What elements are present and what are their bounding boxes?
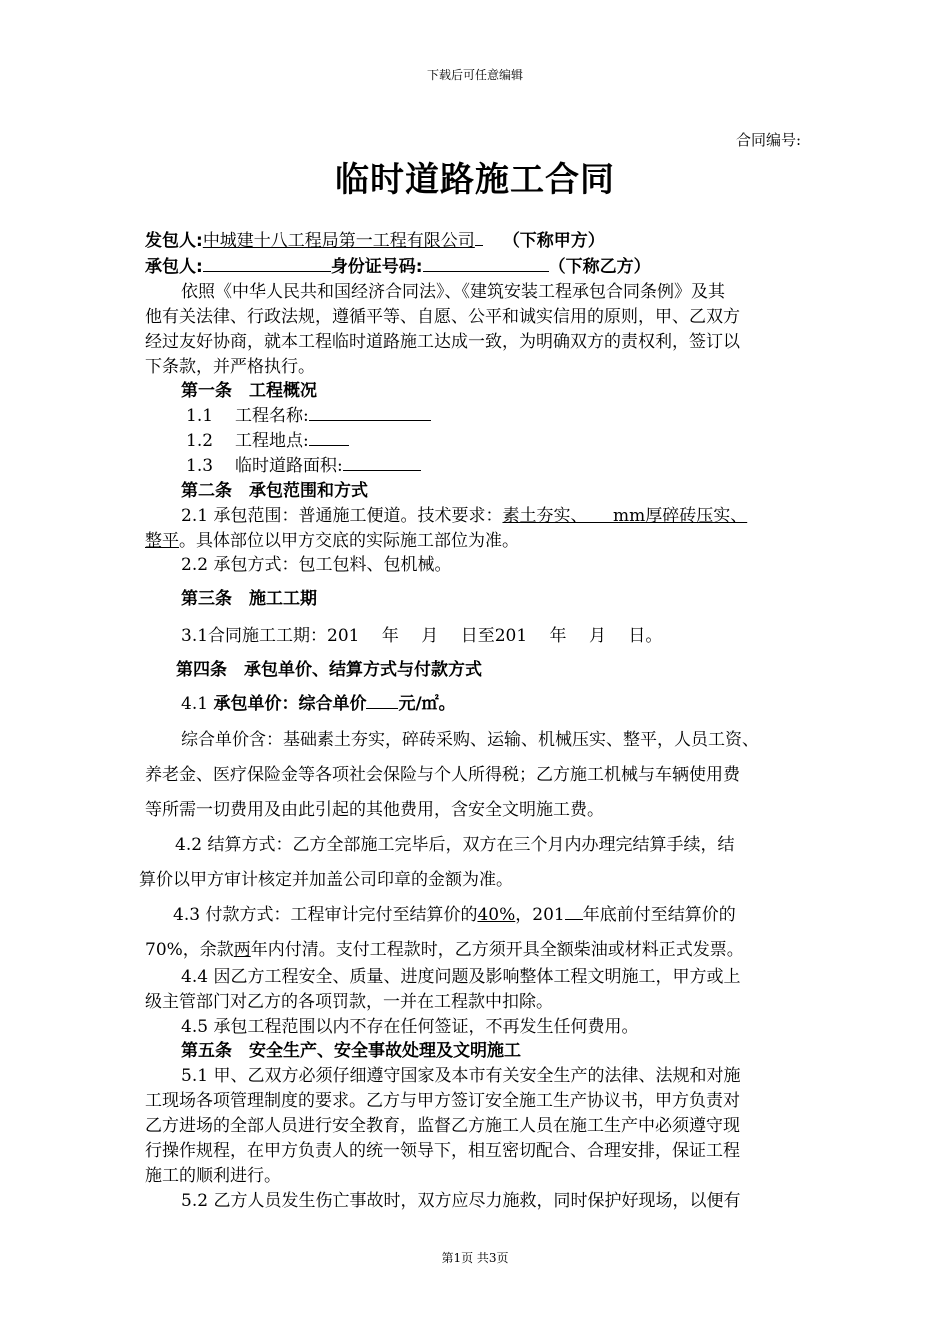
price-includes-line-1: 综合单价含：基础素土夯实，碎砖采购、运输、机械压实、整平，人员工资、 <box>181 730 759 750</box>
clause-2-2: 2.2 承包方式：包工包料、包机械。 <box>181 555 452 575</box>
party-b-name-blank <box>203 253 331 272</box>
party-a-suffix: （下称甲方） <box>502 231 605 251</box>
clause-4-2-line-2: 算价以甲方审计核定并加盖公司印章的金额为准。 <box>139 870 513 890</box>
item-1-2-label: 工程地点: <box>235 431 309 451</box>
party-a-line <box>145 226 605 251</box>
article-3-title: 第三条 施工工期 <box>181 589 317 609</box>
price-includes-line-2: 养老金、医疗保险金等各项社会保险与个人所得税；乙方施工机械与车辆使用费 <box>145 765 740 785</box>
clause-4-3-text: 4.3 付款方式：工程审计完付至结算价的 <box>173 905 478 925</box>
page-header: 下载后可任意编辑 <box>426 68 523 82</box>
unit-price-blank <box>366 690 398 709</box>
article-1-title: 第一条 工程概况 <box>181 381 317 401</box>
item-1-2-number: 1.2 <box>186 431 214 451</box>
clause-4-3-line-1 <box>173 900 736 925</box>
clause-3-1: 3.1合同施工工期：201 年 月 日至201 年 月 日。 <box>181 626 663 646</box>
project-location-blank <box>309 427 349 446</box>
item-1-3-number: 1.3 <box>186 456 214 476</box>
intro-line-3: 经过友好协商，就本工程临时道路施工达成一致，为明确双方的责权利，签订以 <box>145 332 740 352</box>
clause-4-3-l2-a: 70%，余款 <box>145 940 234 960</box>
clause-4-3-year: ，201 <box>515 905 565 925</box>
clause-4-4-line-2: 级主管部门对乙方的各项罚款，一并在工程款中扣除。 <box>145 992 553 1012</box>
intro-line-1: 依照《中华人民共和国经济合同法》、《建筑安装工程承包合同条例》及其 <box>181 282 725 302</box>
clause-4-1-number: 4.1 <box>181 694 214 714</box>
party-a-name: 中城建十八工程局第一工程有限公司 <box>202 231 475 251</box>
item-1-3 <box>186 451 421 476</box>
item-1-1 <box>186 401 431 426</box>
contract-number-label: 合同编号: <box>736 131 802 149</box>
item-1-3-label: 临时道路面积: <box>235 456 343 476</box>
clause-4-4-line-1: 4.4 因乙方工程安全、质量、进度问题及影响整体工程文明施工，甲方或上 <box>181 967 741 987</box>
article-2-title: 第二条 承包范围和方式 <box>181 481 368 501</box>
clause-5-1-line-4: 行操作规程，在甲方负责人的统一领导下，相互密切配合、合理安排，保证工程 <box>145 1141 740 1161</box>
project-name-blank <box>309 402 431 421</box>
clause-5-2-line-1: 5.2 乙方人员发生伤亡事故时，双方应尽力施救，同时保护好现场，以便有 <box>181 1191 741 1211</box>
clause-2-1-text: 2.1 承包范围：普通施工便道。技术要求： <box>181 506 503 526</box>
item-1-1-label: 工程名称: <box>235 406 309 426</box>
clause-5-1-line-3: 乙方进场的全部人员进行安全教育，监督乙方施工人员在施工生产中必须遵守现 <box>145 1116 740 1136</box>
technical-requirement-cont: 整平 <box>145 531 179 551</box>
party-b-label: 承包人: <box>145 257 203 277</box>
clause-4-5: 4.5 承包工程范围以内不存在任何签证，不再发生任何费用。 <box>181 1017 639 1037</box>
unit-price-label: 承包单价：综合单价 <box>213 694 367 714</box>
clause-2-1-line-2 <box>145 526 519 551</box>
article-4-title: 第四条 承包单价、结算方式与付款方式 <box>176 660 482 680</box>
item-1-1-number: 1.1 <box>186 406 214 426</box>
party-b-suffix: （下称乙方） <box>548 257 651 277</box>
clause-2-1-line-1 <box>181 501 747 526</box>
party-b-id-blank <box>423 253 549 272</box>
party-b-id-label: 身份证号码: <box>330 257 423 277</box>
clause-4-2-line-1: 4.2 结算方式：乙方全部施工完毕后，双方在三个月内办理完结算手续，结 <box>175 835 735 855</box>
item-1-2 <box>186 426 349 451</box>
intro-line-4: 下条款，并严格执行。 <box>145 357 315 377</box>
clause-4-1 <box>181 689 456 714</box>
year-blank <box>565 901 583 920</box>
clause-4-3-l2-b: 年内付清。支付工程款时，乙方须开具全额柴油或材料正式发票。 <box>250 940 744 960</box>
remaining-years: 两 <box>233 940 251 960</box>
article-5-title: 第五条 安全生产、安全事故处理及文明施工 <box>181 1041 521 1061</box>
clause-4-3-tail: 年底前付至结算价的 <box>582 905 736 925</box>
unit-price-unit: 元/㎡。 <box>398 694 456 714</box>
party-a-label: 发包人: <box>145 231 203 251</box>
clause-5-1-line-2: 工现场各项管理制度的要求。乙方与甲方签订安全施工生产协议书，甲方负责对 <box>145 1091 740 1111</box>
road-area-blank <box>343 452 421 471</box>
intro-line-2: 他有关法律、行政法规，遵循平等、自愿、公平和诚实信用的原则，甲、乙双方 <box>145 307 740 327</box>
party-b-line <box>145 252 651 277</box>
document-title: 临时道路施工合同 <box>335 160 615 200</box>
technical-requirement: 素土夯实、 mm厚碎砖压实、 <box>502 506 748 526</box>
clause-5-1-line-5: 施工的顺利进行。 <box>145 1166 281 1186</box>
clause-2-1-tail: 。具体部位以甲方交底的实际施工部位为准。 <box>179 531 519 551</box>
price-includes-line-3: 等所需一切费用及由此引起的其他费用，含安全文明施工费。 <box>145 800 604 820</box>
clause-5-1-line-1: 5.1 甲、乙双方必须仔细遵守国家及本市有关安全生产的法律、法规和对施 <box>181 1066 741 1086</box>
page-footer: 第1页 共3页 <box>441 1251 509 1265</box>
first-payment-percent: 40% <box>477 905 516 925</box>
clause-4-3-line-2 <box>145 935 744 960</box>
